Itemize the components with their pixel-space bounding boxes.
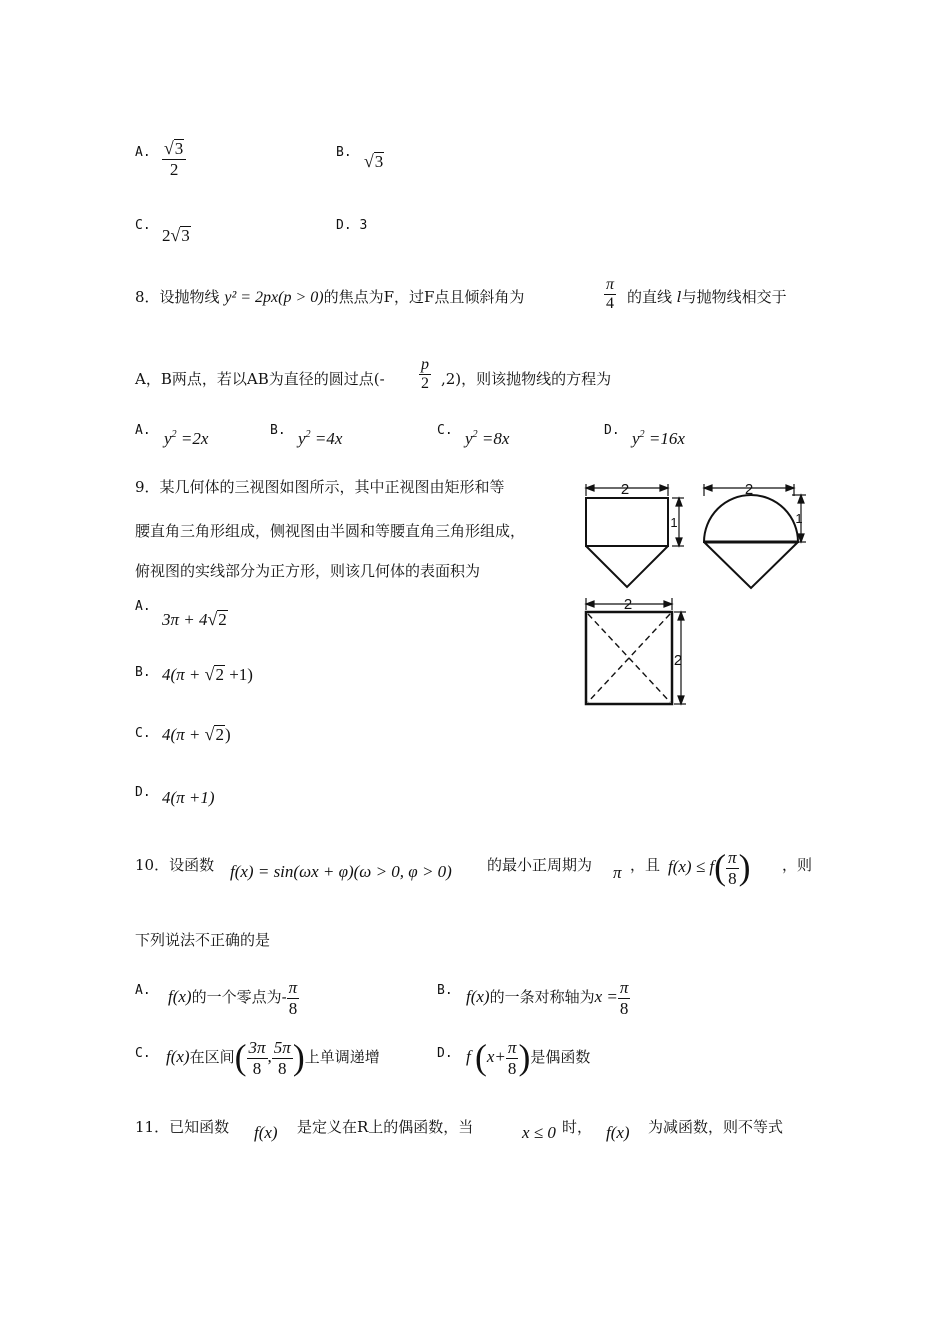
q7-option-a-value: $\frac{√3}{2}$ [162, 138, 186, 179]
q9-option-d-value: 4(π +1) [162, 788, 215, 807]
top-view [586, 612, 672, 704]
side-view-triangle [704, 542, 798, 588]
side-view-semicircle [704, 495, 798, 542]
q7-option-b-label: B. [336, 145, 352, 160]
top-width-label: 2 [623, 596, 633, 613]
side-view-dimensions [704, 484, 806, 542]
front-view-rectangle [586, 498, 668, 546]
top-height-label: 2 [673, 652, 683, 669]
q9-option-a-label: A. [135, 599, 151, 614]
q8-line2: A，B两点，若以AB为直径的圆过点(- [135, 370, 385, 388]
q10-number: 10．设函数 [135, 856, 215, 874]
q10-option-d-label: D. [437, 1046, 453, 1061]
q8-line1: 8．设抛物线 y² = 2px(p > 0)的焦点为F，过F点且倾斜角为 [135, 288, 525, 306]
q9-line2: 腰直角三角形组成，侧视图由半圆和等腰直角三角形组成， [135, 522, 526, 540]
q9-option-a-value: 3π + 4√2 [162, 609, 227, 629]
front-view-triangle [586, 546, 668, 587]
q9-three-view-figure [578, 476, 818, 716]
q8-option-b-label: B. [270, 423, 286, 438]
q10-line2: 下列说法不正确的是 [135, 931, 271, 949]
side-width-label: 2 [744, 481, 754, 498]
q8-option-d-value: $y^2 =16x$ [632, 429, 685, 449]
q10-option-a-label: A. [135, 983, 151, 998]
q10-option-d-value: f (x+ $\frac{\pi}{8}$ )是偶函数 [466, 1037, 591, 1078]
q9-line1: 9．某几何体的三视图如图所示，其中正视图由矩形和等 [135, 478, 505, 496]
q11-fx: f(x) [254, 1123, 278, 1142]
q8-option-a-value: $y^2 =2x$ [164, 429, 209, 449]
q7-option-d-label: D. 3 [336, 218, 368, 233]
q11-number: 11．已知函数 [135, 1118, 230, 1136]
q7-option-c-value: 2√3 [162, 225, 190, 245]
q9-option-c-label: C. [135, 726, 151, 741]
q10-option-c-value: f(x)在区间( $\frac{3\pi}{8}$ , $\frac{5\pi}{8}$ )上单调递增 [166, 1037, 380, 1078]
q10-text1: 的最小正周期为 [487, 856, 593, 874]
q10-option-b-label: B. [437, 983, 453, 998]
front-view [586, 498, 668, 587]
q8-option-c-label: C. [437, 423, 453, 438]
q9-option-b-label: B. [135, 665, 151, 680]
q8-angle-fraction: $\frac{\pi}{4}$ [606, 276, 615, 313]
q10-text3: ，则 [782, 856, 813, 874]
q7-option-a-label: A. [135, 145, 151, 160]
q8-option-a-label: A. [135, 423, 151, 438]
q8-line1-end: 的直线 l与抛物线相交于 [627, 288, 787, 306]
q10-option-c-label: C. [135, 1046, 151, 1061]
q8-option-d-label: D. [604, 423, 620, 438]
q11-condition: x ≤ 0 [522, 1123, 556, 1142]
front-height-label: 1 [670, 515, 678, 530]
side-height-label: 1 [795, 511, 803, 526]
q8-option-b-value: $y^2 =4x$ [298, 429, 343, 449]
q8-line2-end: ,2)，则该抛物线的方程为 [441, 370, 612, 388]
q10-option-a-value: f(x)的一个零点为- $\frac{\pi}{8}$ [168, 978, 298, 1018]
q9-option-d-label: D. [135, 785, 151, 800]
q8-point-fraction: $\frac{p}{2}$ [421, 356, 429, 393]
side-view [704, 495, 798, 588]
q11-text3: 为减函数，则不等式 [648, 1118, 784, 1136]
q10-function: f(x) = sin(ωx + φ)(ω > 0, φ > 0) [230, 862, 452, 881]
front-width-label: 2 [620, 481, 630, 498]
q10-period: π [613, 863, 622, 882]
q7-option-b-value: √3 [364, 151, 384, 171]
q10-inequality: f(x) ≤ f( $\frac{\pi}{8}$ ) [668, 847, 751, 888]
q11-fx-2: f(x) [606, 1123, 630, 1142]
q9-option-b-value: 4(π + √2 +1) [162, 664, 253, 684]
q10-text2: ，且 [630, 856, 661, 874]
q9-line3: 俯视图的实线部分为正方形，则该几何体的表面积为 [135, 562, 481, 580]
front-view-dimensions [586, 484, 684, 546]
q8-option-c-value: $y^2 =8x$ [465, 429, 510, 449]
q9-option-c-value: 4(π + √2) [162, 724, 231, 744]
q11-text2: 时， [562, 1118, 593, 1136]
q11-text1: 是定义在R上的偶函数，当 [297, 1118, 474, 1136]
q10-option-b-value: f(x)的一条对称轴为x = $\frac{\pi}{8}$ [466, 978, 629, 1018]
q7-option-c-label: C. [135, 218, 151, 233]
